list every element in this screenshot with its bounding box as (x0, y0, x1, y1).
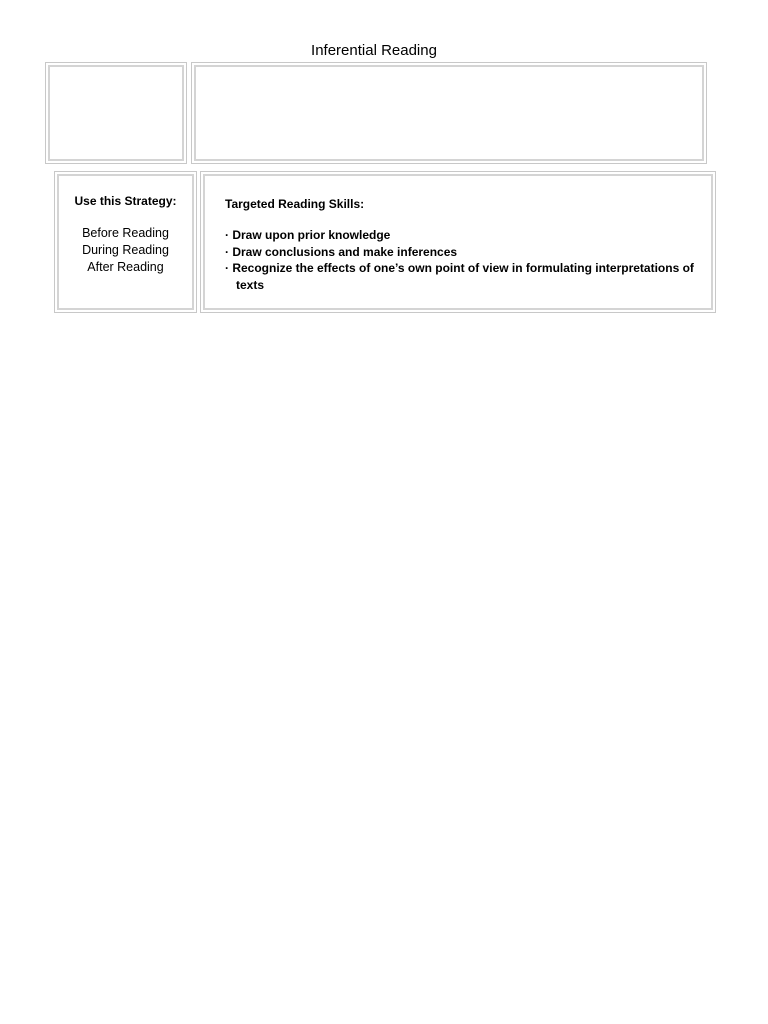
strategy-heading: Use this Strategy: (74, 194, 177, 208)
skills-heading: Targeted Reading Skills: (225, 197, 365, 211)
strategy-box (57, 174, 194, 310)
strategy-list (59, 225, 192, 276)
top-right-empty-box (194, 65, 704, 161)
skill-item-point-of-view: · Recognize the effects of one’s own point of view in formulating interpretations of texts (225, 261, 694, 292)
skills-box (203, 174, 713, 310)
strategy-item-before: Before Reading (82, 226, 169, 240)
strategy-item-after: After Reading (87, 260, 164, 274)
strategy-item-during: During Reading (82, 243, 169, 257)
skills-list (225, 227, 701, 293)
skill-item-prior-knowledge: · Draw upon prior knowledge (225, 228, 391, 242)
skill-item-conclusions: · Draw conclusions and make inferences (225, 244, 458, 259)
page-title: Inferential Reading (311, 42, 437, 59)
top-left-empty-box (48, 65, 184, 161)
